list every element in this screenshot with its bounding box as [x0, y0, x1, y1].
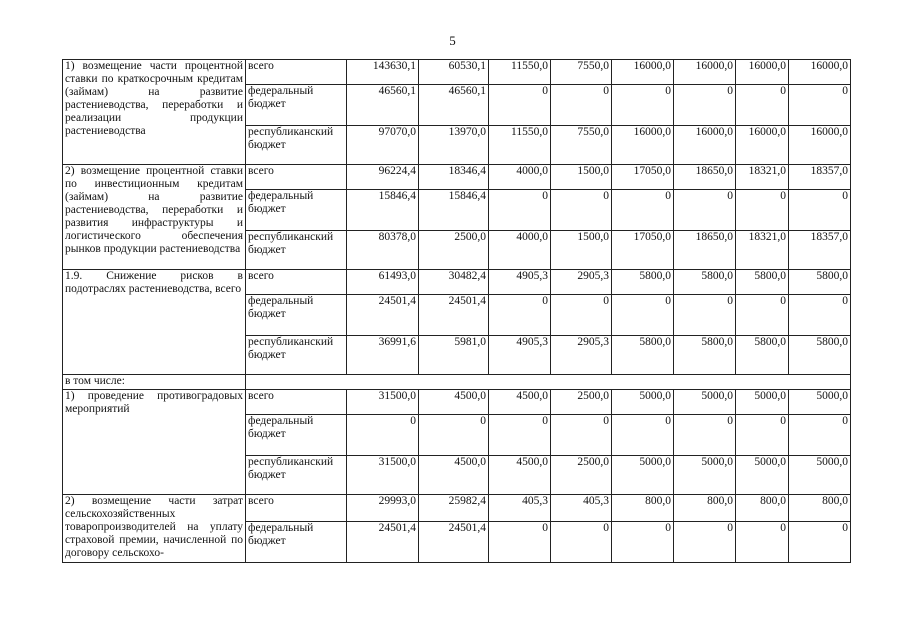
- measure-description: 1) проведение противоградовых мероприятий: [63, 390, 246, 495]
- amount-cell: 0: [789, 85, 851, 126]
- table-row: [63, 60, 851, 85]
- amount-cell: 0: [551, 415, 612, 456]
- amount-cell: 0: [489, 522, 551, 563]
- amount-cell: 0: [489, 415, 551, 456]
- amount-cell: 800,0: [674, 495, 736, 522]
- funding-source: федеральный бюджет: [246, 295, 347, 336]
- amount-cell: 7550,0: [551, 60, 612, 85]
- amount-cell: 0: [551, 190, 612, 231]
- funding-source: всего: [246, 270, 347, 295]
- amount-cell: 25982,4: [419, 495, 489, 522]
- amount-cell: 29993,0: [347, 495, 419, 522]
- amount-cell: 2905,3: [551, 270, 612, 295]
- amount-cell: 0: [736, 190, 789, 231]
- amount-cell: 1500,0: [551, 231, 612, 270]
- amount-cell: 0: [736, 415, 789, 456]
- amount-cell: 4500,0: [489, 456, 551, 495]
- funding-source: всего: [246, 495, 347, 522]
- amount-cell: 18321,0: [736, 165, 789, 190]
- amount-cell: 0: [489, 190, 551, 231]
- amount-cell: 18650,0: [674, 165, 736, 190]
- measure-description: 2) возмещение процентной ставки по инвестиционным кредитам (займам) на развитие растениеводства, переработки и развития инфраструктуры и логистического обеспечения рынков продукции растениеводства: [63, 165, 246, 270]
- amount-cell: 11550,0: [489, 60, 551, 85]
- amount-cell: 4905,3: [489, 270, 551, 295]
- amount-cell: 0: [674, 85, 736, 126]
- amount-cell: 2500,0: [551, 390, 612, 415]
- amount-cell: 18357,0: [789, 231, 851, 270]
- amount-cell: 0: [612, 522, 674, 563]
- table-row: [63, 390, 851, 415]
- amount-cell: 0: [612, 415, 674, 456]
- funding-source: федеральный бюджет: [246, 190, 347, 231]
- amount-cell: 5800,0: [736, 270, 789, 295]
- amount-cell: 36991,6: [347, 336, 419, 375]
- amount-cell: 16000,0: [736, 60, 789, 85]
- amount-cell: 4500,0: [489, 390, 551, 415]
- amount-cell: 5800,0: [674, 336, 736, 375]
- amount-cell: 0: [736, 522, 789, 563]
- funding-source: республиканский бюджет: [246, 126, 347, 165]
- amount-cell: 4500,0: [419, 456, 489, 495]
- funding-source: всего: [246, 390, 347, 415]
- amount-cell: 13970,0: [419, 126, 489, 165]
- amount-cell: 5800,0: [612, 336, 674, 375]
- amount-cell: 0: [489, 85, 551, 126]
- amount-cell: 60530,1: [419, 60, 489, 85]
- funding-source: республиканский бюджет: [246, 456, 347, 495]
- amount-cell: 0: [789, 522, 851, 563]
- amount-cell: 800,0: [736, 495, 789, 522]
- amount-cell: 24501,4: [419, 522, 489, 563]
- section-label: в том числе:: [63, 375, 246, 390]
- amount-cell: 0: [612, 85, 674, 126]
- amount-cell: 0: [489, 295, 551, 336]
- amount-cell: 405,3: [489, 495, 551, 522]
- funding-source: всего: [246, 60, 347, 85]
- amount-cell: 0: [551, 522, 612, 563]
- amount-cell: 24501,4: [419, 295, 489, 336]
- amount-cell: 0: [347, 415, 419, 456]
- funding-source: федеральный бюджет: [246, 85, 347, 126]
- amount-cell: 0: [736, 85, 789, 126]
- amount-cell: 24501,4: [347, 522, 419, 563]
- page-number: 5: [449, 33, 456, 48]
- funding-source: республиканский бюджет: [246, 336, 347, 375]
- amount-cell: 5000,0: [736, 456, 789, 495]
- amount-cell: 18650,0: [674, 231, 736, 270]
- amount-cell: 5800,0: [674, 270, 736, 295]
- amount-cell: 4000,0: [489, 231, 551, 270]
- amount-cell: 4905,3: [489, 336, 551, 375]
- amount-cell: 5981,0: [419, 336, 489, 375]
- amount-cell: 80378,0: [347, 231, 419, 270]
- amount-cell: 2500,0: [419, 231, 489, 270]
- amount-cell: 5800,0: [789, 270, 851, 295]
- table-row: [63, 270, 851, 295]
- amount-cell: 0: [789, 190, 851, 231]
- amount-cell: 0: [612, 190, 674, 231]
- budget-table: [62, 59, 851, 563]
- amount-cell: 5000,0: [789, 390, 851, 415]
- amount-cell: 4000,0: [489, 165, 551, 190]
- funding-source: федеральный бюджет: [246, 522, 347, 563]
- amount-cell: 17050,0: [612, 165, 674, 190]
- amount-cell: 5800,0: [789, 336, 851, 375]
- amount-cell: 5000,0: [789, 456, 851, 495]
- amount-cell: 5000,0: [674, 390, 736, 415]
- table-row: [63, 495, 851, 522]
- funding-source: республиканский бюджет: [246, 231, 347, 270]
- amount-cell: 18321,0: [736, 231, 789, 270]
- measure-description: 1) возмещение части процентной ставки по краткосрочным кредитам (займам) на развитие растениеводства, переработки и реализации продукции растениеводства: [63, 60, 246, 165]
- amount-cell: 61493,0: [347, 270, 419, 295]
- amount-cell: 0: [674, 522, 736, 563]
- measure-description: 2) возмещение части затрат сельскохозяйственных товаропроизводителей на уплату страховой премии, начисленной по договору сельскохо-: [63, 495, 246, 563]
- amount-cell: 5000,0: [612, 390, 674, 415]
- section-row: [63, 375, 851, 390]
- amount-cell: 16000,0: [674, 60, 736, 85]
- table-row: [63, 165, 851, 190]
- amount-cell: 11550,0: [489, 126, 551, 165]
- amount-cell: 0: [419, 415, 489, 456]
- amount-cell: 30482,4: [419, 270, 489, 295]
- amount-cell: 0: [736, 295, 789, 336]
- amount-cell: 4500,0: [419, 390, 489, 415]
- amount-cell: 143630,1: [347, 60, 419, 85]
- amount-cell: 0: [674, 190, 736, 231]
- amount-cell: 0: [551, 295, 612, 336]
- amount-cell: 96224,4: [347, 165, 419, 190]
- amount-cell: 5000,0: [674, 456, 736, 495]
- amount-cell: 16000,0: [674, 126, 736, 165]
- amount-cell: 5800,0: [736, 336, 789, 375]
- amount-cell: 0: [612, 295, 674, 336]
- amount-cell: 2500,0: [551, 456, 612, 495]
- amount-cell: 0: [789, 295, 851, 336]
- amount-cell: 800,0: [612, 495, 674, 522]
- amount-cell: 16000,0: [789, 60, 851, 85]
- amount-cell: 46560,1: [347, 85, 419, 126]
- amount-cell: 24501,4: [347, 295, 419, 336]
- amount-cell: 31500,0: [347, 390, 419, 415]
- amount-cell: 800,0: [789, 495, 851, 522]
- amount-cell: 16000,0: [789, 126, 851, 165]
- amount-cell: 5000,0: [736, 390, 789, 415]
- amount-cell: 16000,0: [736, 126, 789, 165]
- amount-cell: 5000,0: [612, 456, 674, 495]
- amount-cell: 0: [674, 415, 736, 456]
- amount-cell: 0: [674, 295, 736, 336]
- amount-cell: 97070,0: [347, 126, 419, 165]
- amount-cell: 7550,0: [551, 126, 612, 165]
- amount-cell: 0: [551, 85, 612, 126]
- amount-cell: 16000,0: [612, 126, 674, 165]
- amount-cell: 0: [789, 415, 851, 456]
- amount-cell: 1500,0: [551, 165, 612, 190]
- measure-description: 1.9. Снижение рисков в подотраслях растениеводства, всего: [63, 270, 246, 375]
- funding-source: всего: [246, 165, 347, 190]
- funding-source: федеральный бюджет: [246, 415, 347, 456]
- amount-cell: 18357,0: [789, 165, 851, 190]
- amount-cell: 46560,1: [419, 85, 489, 126]
- amount-cell: 2905,3: [551, 336, 612, 375]
- amount-cell: 5800,0: [612, 270, 674, 295]
- amount-cell: 16000,0: [612, 60, 674, 85]
- section-filler: [246, 375, 851, 390]
- amount-cell: 15846,4: [419, 190, 489, 231]
- amount-cell: 31500,0: [347, 456, 419, 495]
- amount-cell: 15846,4: [347, 190, 419, 231]
- amount-cell: 18346,4: [419, 165, 489, 190]
- amount-cell: 17050,0: [612, 231, 674, 270]
- amount-cell: 405,3: [551, 495, 612, 522]
